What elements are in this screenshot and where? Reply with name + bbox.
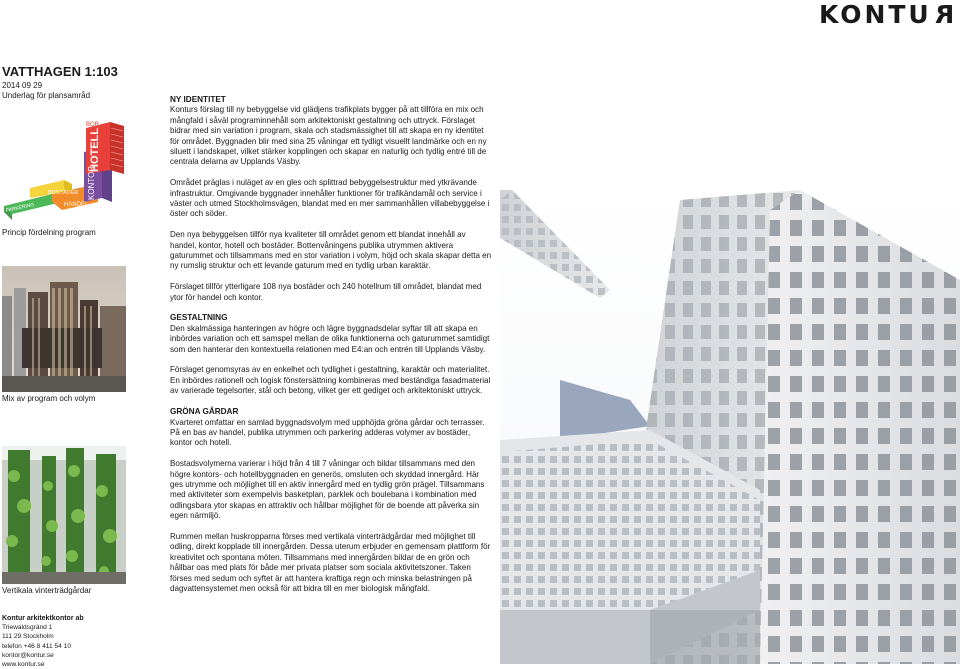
paragraph: Bostadsvolymerna varierar i höjd från 4 till 7 våningar och bildar tillsammans med den högre kontors- och hotellbyggnaden en generös, omsluten och skyddad innergård. Här ges utrymme och möjlighet till en aktiv innergård med en tydlig grön prägel. Tillsammans med aktiviteter som exempelvis basketplan, parklek och boulebana i kombination med odlingsbara ytor skapas en attraktiv och hållbar möjlighet för de boende att påverka sin egen närmiljö. xyxy=(170,459,485,521)
street-address: Triewaldsgränd 1 xyxy=(2,624,53,632)
mix-program-photo xyxy=(2,266,126,392)
body-text-column xyxy=(170,95,492,605)
page-title: VATTHAGEN 1:103 xyxy=(2,64,118,79)
paragraph: Den skalmässiga hanteringen av högre och lägre byggnadsdelar syftar till att skapa en inbördes variation och ett samspel mellan de olika funktionerna och gaturummet samtidigt som den hanterar den kontextuella relationen med E4:an och entrén till Upplands Väsby. xyxy=(170,323,490,354)
paragraph: Rummen mellan huskropparna förses med vertikala vinterträdgårdar med möjlighet till odling, direkt kopplade till innergården. Dessa uterum erbjuder en gemensam plattform för kreativitet och spontana möten. Tillsammans med innergården bildar de en grön och hållbar oas med plats för både mer privata platser som sociala aktivitetszoner. Taken förses med sedum och syftet är att hantera kraftiga regn och minska belastningen på dagvattensystemet men också för att bidra till en mer biologisk mångfald. xyxy=(170,531,491,593)
caption-program: Princip fördelning program xyxy=(2,228,96,237)
firm-name: Kontur arkitektkontor ab xyxy=(2,615,84,622)
web-link[interactable]: www.kontur.se xyxy=(2,661,45,669)
paragraph: Konturs förslag till ny bebyggelse vid glädjens trafikplats bygger på att tillföra en mix och mångfald i såväl programinnehåll som arkitektoniskt gestaltning och uttryck. Förslaget bidrar med sin variation i program, skala och stadsmässighet till att skapa en ny identitet för området. Byggnaden blir med sina 25 våningar ett tydligt visuellt landmärke och en ny siluett i landskapet, vilket stärker kopplingen och skapar en naturlig och tydlig entré till de centrala delarna av Upplands Väsby. xyxy=(170,105,487,167)
program-distribution-diagram xyxy=(2,114,128,226)
heading-gestaltning: GESTALTNING xyxy=(170,313,228,323)
contact-block xyxy=(2,614,84,669)
paragraph: Området präglas i nuläget av en gles och splittrad bebyggelsestruktur med ytkrävande infrastruktur. Omgivande byggnader innehåller funktioner för trafikändamål och service i väster och utmed Stockholmsvägen, blandat med en mer sammanhållen villabebyggelse i öster och söder. xyxy=(170,178,490,219)
email-link[interactable]: kontor@kontur.se xyxy=(2,651,54,659)
vertical-gardens-photo xyxy=(2,446,126,584)
heading-ny-identitet: NY IDENTITET xyxy=(170,95,226,104)
paragraph: Kvarteret omfattar en samlad byggnadsvolym med upphöjda gröna gårdar och terrasser. På en bas av handel, publika utrymmen och parkering adderas volymer av bostäder, kontor och hotell. xyxy=(170,417,485,448)
label-hotell: HOTELL xyxy=(89,128,101,172)
tower-rendering xyxy=(500,190,960,664)
label-bor: BOR xyxy=(86,122,100,128)
label-handel: HANDEL xyxy=(64,202,89,208)
label-parkering: PARKERING xyxy=(5,202,35,214)
logo-wordmark: KONTUR xyxy=(818,0,954,29)
caption-mix: Mix av program och volym xyxy=(2,394,96,403)
paragraph: Den nya bebyggelsen tillför nya kvaliteter till området genom ett blandat innehåll av handel, kontor, hotell och bostäder. Bottenvåningens publika utrymmen aktivera gaturummet och tillsammans med en stor variation i volym, höjd och skala skapar detta en ny rumslig struktur och ett levande gaturum med en tydlig urban karaktär. xyxy=(170,230,492,271)
heading-grona-gardar: GRÖNA GÅRDAR xyxy=(170,407,239,417)
phone-number: telefon +46 8 411 54 10 xyxy=(2,642,71,650)
caption-vertical-gardens: Vertikala vinterträdgårdar xyxy=(2,586,92,595)
postal-address: 111 29 Stockholm xyxy=(2,633,54,641)
page-subtitle: Underlag för plansamråd xyxy=(2,91,91,100)
page-date: 2014 09 29 xyxy=(2,81,43,90)
paragraph: Förslaget tillför ytterligare 108 nya bostäder och 240 hotellrum till området, blandat med ytor för handel och kontor. xyxy=(170,282,482,302)
brand-logo xyxy=(819,0,954,29)
label-bostader: BOSTÄDER xyxy=(48,190,79,196)
paragraph: Förslaget genomsyras av en enkelhet och tydlighet i gestaltning, karaktär och materialitet. En inbördes rationell och logisk fönstersättning kombineras med beständiga fasadmaterial av varierade tegelsorter, stål och betong, vilket ger ett gediget och arkitektoniskt uttryck. xyxy=(170,365,491,396)
label-kontor: KONTOR xyxy=(87,165,96,200)
